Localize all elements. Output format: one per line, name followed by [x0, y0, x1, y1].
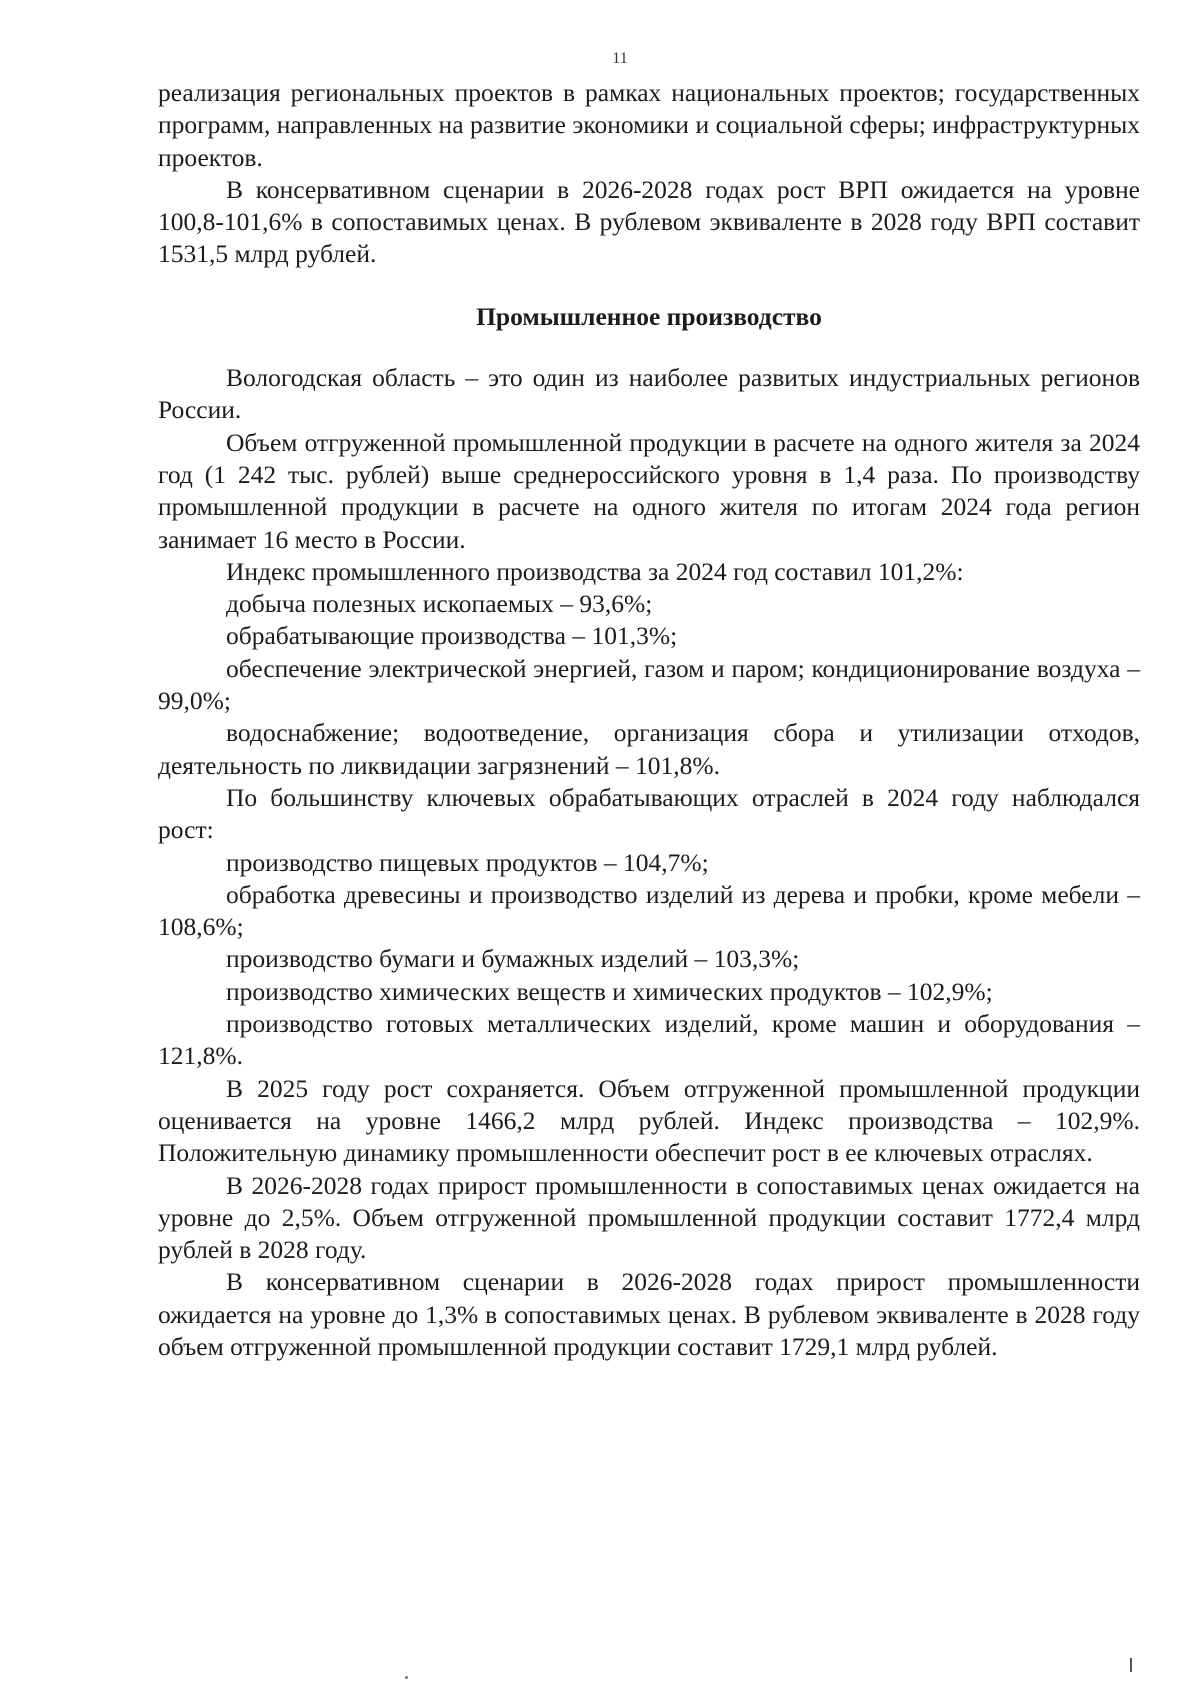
list-item: производство пищевых продуктов – 104,7%; [226, 847, 709, 877]
list-item: водоснабжение; водоотведение, организация сбора и утилизации отходов, деятельность по ликвидации загрязнений – 101,8%. [158, 718, 1140, 780]
paragraph: В 2026-2028 годах прирост промышленности в сопоставимых ценах ожидается на уровне до 2,5%. Объем отгруженной промышленной продукции составит 1772,4 млрд рублей в 2028 году. [158, 1170, 1140, 1265]
section-heading: Промышленное производство [476, 301, 822, 331]
paragraph: В 2025 году рост сохраняется. Объем отгруженной промышленной продукции оценивается на уровне 1466,2 млрд рублей. Индекс производства – 102,9%. Положительную динамику промышленности обеспечит рост в ее ключевых отраслях. [158, 1073, 1140, 1168]
paragraph: В консервативном сценарии в 2026-2028 годах прирост промышленности ожидается на уровне до 1,3% в сопоставимых ценах. В рублевом эквиваленте в 2028 году объем отгруженной промышленной продукции составит 1729,1 млрд рублей. [158, 1267, 1140, 1361]
list-item: производство бумаги и бумажных изделий – 103,3%; [226, 944, 800, 974]
paragraph-conservative-grp: В консервативном сценарии в 2026-2028 годах рост ВРП ожидается на уровне 100,8-101,6% в сопоставимых ценах. В рублевом эквиваленте в 2028 году ВРП составит 1531,5 млрд рублей. [158, 174, 1140, 269]
page-number: 11 [612, 50, 628, 67]
document-body [158, 77, 1140, 1363]
paragraph: По большинству ключевых обрабатывающих отраслей в 2024 году наблюдался рост: [158, 782, 1140, 845]
paragraph: Объем отгруженной промышленной продукции в расчете на одного жителя за 2024 год (1 242 тыс. рублей) выше среднероссийского уровня в 1,4 раза. По производству промышленной продукции в расчете на одного жителя по итогам 2024 года регион занимает 16 место в России. [158, 427, 1140, 554]
list-item: производство готовых металлических изделий, кроме машин и оборудования – 121,8%. [158, 1009, 1140, 1071]
scan-mark [1130, 1658, 1132, 1672]
list-item: обрабатывающие производства – 101,3%; [226, 621, 678, 651]
paragraph-continuation: реализация региональных проектов в рамках национальных проектов; государственных программ, направленных на развитие экономики и социальной сферы; инфраструктурных проектов. [158, 78, 1140, 172]
list-item: обеспечение электрической энергией, газом и паром; кондиционирование воздуха – 99,0%; [158, 653, 1140, 716]
list-item: производство химических веществ и химических продуктов – 102,9%; [226, 976, 993, 1006]
list-item: обработка древесины и производство изделий из дерева и пробки, кроме мебели – 108,6%; [158, 879, 1140, 942]
paragraph: Вологодская область – это один из наиболее развитых индустриальных регионов России. [158, 363, 1140, 425]
paragraph: Индекс промышленного производства за 2024 год составил 101,2%: [226, 556, 964, 586]
list-item: добыча полезных ископаемых – 93,6%; [226, 589, 653, 619]
scan-dot [405, 1676, 408, 1679]
